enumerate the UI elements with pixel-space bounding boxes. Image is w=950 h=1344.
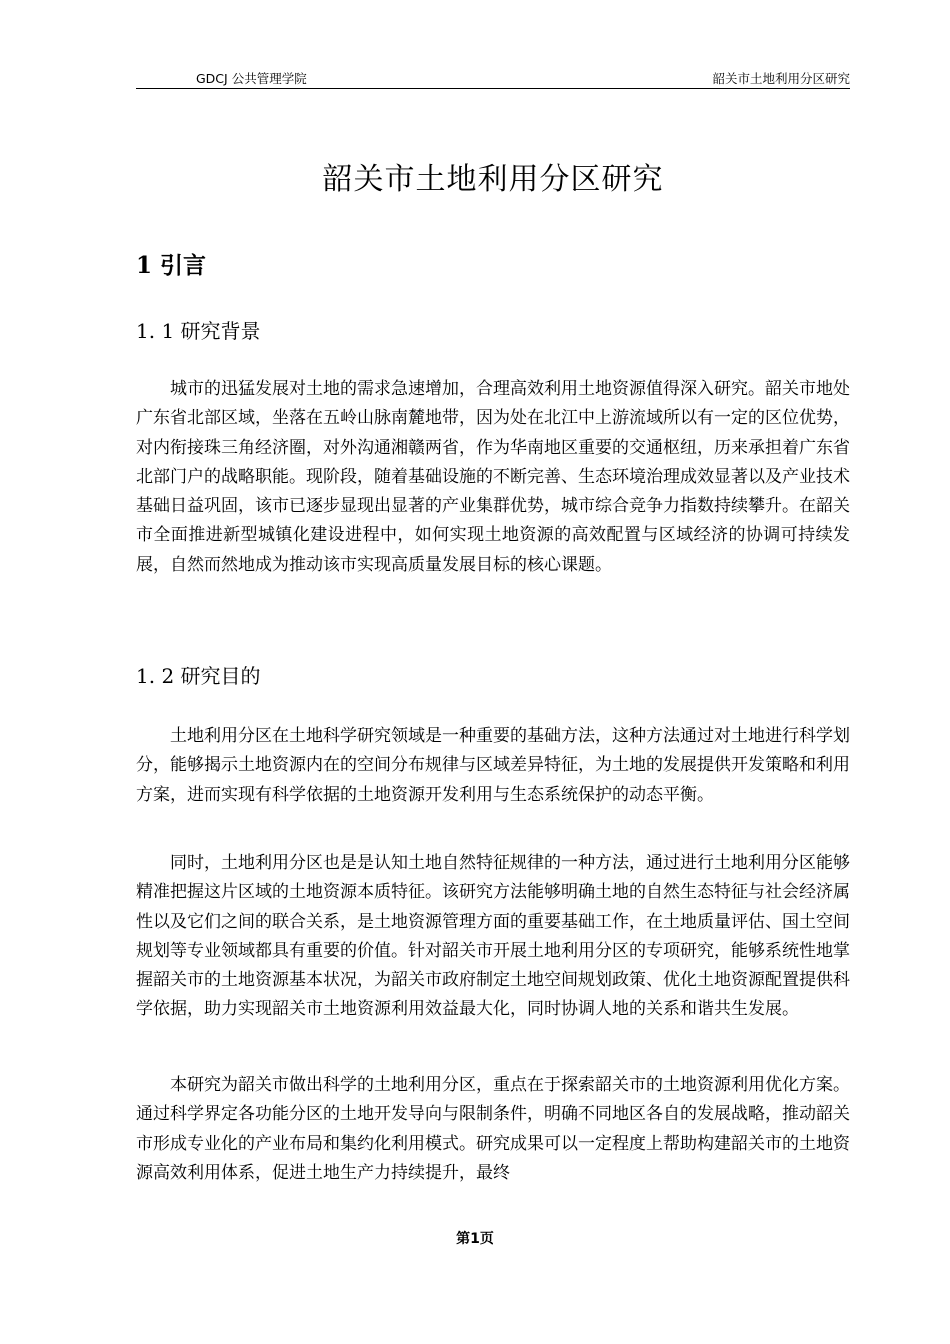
page-number: 第1页 xyxy=(456,1231,494,1247)
paragraph-purpose-3: 本研究为韶关市做出科学的土地利用分区，重点在于探索韶关市的土地资源利用优化方案。通过科学界定各功能分区的土地开发导向与限制条件，明确不同地区各自的发展战略，推动韶关市形成专业化的产业布局和集约化利用模式。研究成果可以一定程度上帮助构建韶关市的土地资源高效利用体系，促进土地生产力持续提升，最终 xyxy=(136,1075,850,1183)
document-title: 韶关市土地利用分区研究 xyxy=(322,162,664,197)
paragraph-background: 城市的迅猛发展对土地的需求急速增加，合理高效利用土地资源值得深入研究。韶关市地处广东省北部区域，坐落在五岭山脉南麓地带，因为处在北江中上游流域所以有一定的区位优势，对内衔接珠三角经济圈，对外沟通湘赣两省，作为华南地区重要的交通枢纽，历来承担着广东省北部门户的战略职能。现阶段，随着基础设施的不断完善、生态环境治理成效显著以及产业技术基础日益巩固，该市已逐步显现出显著的产业集群优势，城市综合竞争力指数持续攀升。在韶关市全面推进新型城镇化建设进程中，如何实现土地资源的高效配置与区域经济的协调可持续发展，自然而然地成为推动该市实现高质量发展目标的核心课题。 xyxy=(136,379,850,575)
section-heading-introduction: 1 引言 xyxy=(136,252,207,279)
header-institution: GDCJ 公共管理学院 xyxy=(196,71,307,86)
subsection-heading-background: 1. 1 研究背景 xyxy=(136,319,261,343)
paragraph-purpose-2: 同时，土地利用分区也是是认知土地自然特征规律的一种方法，通过进行土地利用分区能够精准把握这片区域的土地资源本质特征。该研究方法能够明确土地的自然生态特征与社会经济属性以及它们之间的联合关系，是土地资源管理方面的重要基础工作，在土地质量评估、国土空间规划等专业领域都具有重要的价值。针对韶关市开展土地利用分区的专项研究，能够系统性地掌握韶关市的土地资源基本状况，为韶关市政府制定土地空间规划政策、优化土地资源配置提供科学依据，助力实现韶关市土地资源利用效益最大化，同时协调人地的关系和谐共生发展。 xyxy=(136,853,850,1020)
page-header xyxy=(136,68,850,89)
paragraph-purpose-1: 土地利用分区在土地科学研究领域是一种重要的基础方法，这种方法通过对土地进行科学划分，能够揭示土地资源内在的空间分布规律与区域差异特征，为土地的发展提供开发策略和利用方案，进而实现有科学依据的土地资源开发利用与生态系统保护的动态平衡。 xyxy=(136,726,850,805)
subsection-heading-purpose: 1. 2 研究目的 xyxy=(136,664,261,688)
header-doc-title: 韶关市土地利用分区研究 xyxy=(712,71,850,86)
